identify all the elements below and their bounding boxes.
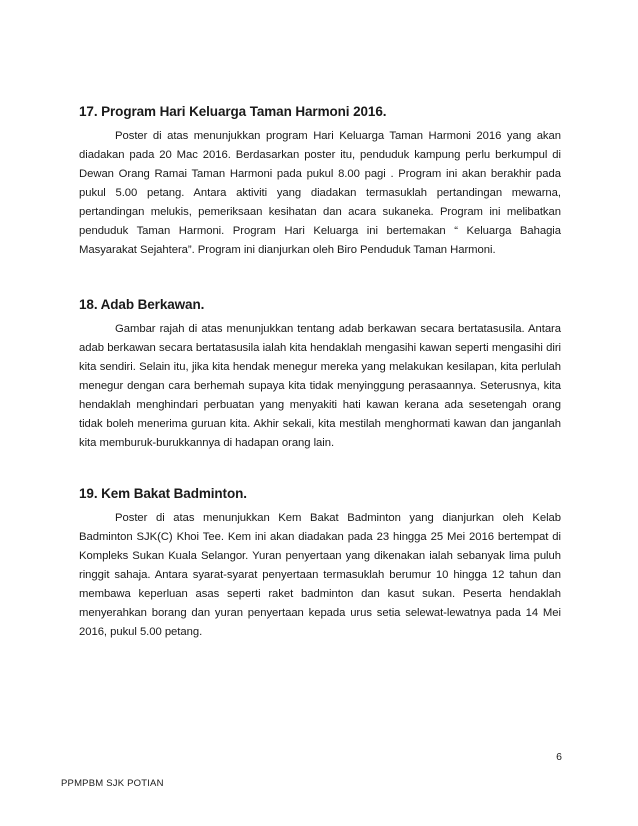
section-heading: 19. Kem Bakat Badminton. (79, 486, 247, 501)
section-paragraph: Poster di atas menunjukkan Kem Bakat Badminton yang dianjurkan oleh Kelab Badminton SJK(C) Khoi Tee. Kem ini akan diadakan pada 23 hingga 25 Mei 2016 bertempat di Kompleks Sukan Kuala Selangor. Yuran penyertaan yang dikenakan ialah sebanyak lima puluh ringgit sahaja. Antara syarat-syarat penyertaan termasuklah berumur 10 hingga 12 tahun dan membawa keperluan asas seperti raket badminton dan kasut sukan. Peserta hendaklah menyerahkan borang dan yuran penyertaan kepada urus setia selewat-lewatnya pada 14 Mei 2016, pukul 5.00 petang. (79, 512, 561, 638)
section-heading: 18. Adab Berkawan. (79, 297, 205, 312)
section-heading: 17. Program Hari Keluarga Taman Harmoni 2016. (79, 104, 387, 119)
page-number: 6 (556, 751, 562, 763)
section-paragraph: Gambar rajah di atas menunjukkan tentang adab berkawan secara bertatasusila. Antara adab berkawan secara bertatasusila ialah kita hendaklah mengasihi kawan seperti mengasihi diri kita sendiri. Selain itu, jika kita hendak menegur mereka yang melakukan kesilapan, kita perlulah menegur dengan cara berhemah supaya kita tidak menyinggung perasaannya. Seterusnya, kita hendaklah menghindari perbuatan yang menyakiti hati kawan kerana ada sesetengah orang tidak boleh menerima guruan kita. Akhir sekali, kita mestilah menghormati kawan dan janganlah kita memburuk-burukkannya di hadapan orang lain. (79, 323, 561, 449)
page-footer: PPMPBM SJK POTIAN (61, 778, 164, 789)
section-17 (79, 104, 561, 260)
section-18 (79, 297, 561, 453)
section-19 (79, 486, 561, 642)
section-paragraph: Poster di atas menunjukkan program Hari Keluarga Taman Harmoni 2016 yang akan diadakan pada 20 Mac 2016. Berdasarkan poster itu, penduduk kampung perlu berkumpul di Dewan Orang Ramai Taman Harmoni pada pukul 8.00 pagi . Program ini akan berakhir pada pukul 5.00 petang. Antara aktiviti yang diadakan termasuklah pertandingan mewarna, pertandingan melukis, pemeriksaan kesihatan dan acara sukaneka. Program ini melibatkan penduduk Taman Harmoni. Program Hari Keluarga ini bertemakan “ Keluarga Bahagia Masyarakat Sejahtera”. Program ini dianjurkan oleh Biro Penduduk Taman Harmoni. (79, 130, 561, 256)
